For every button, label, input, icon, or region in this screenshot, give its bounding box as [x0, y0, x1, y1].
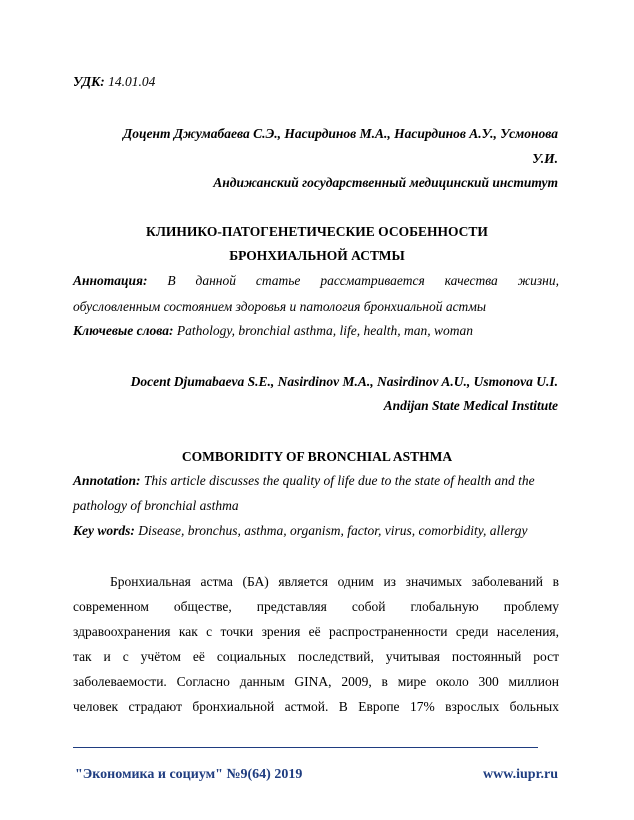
- footer-site-link[interactable]: www.iupr.ru: [483, 767, 558, 782]
- body-line-4: так и с учётом её социальных последствий, учитывая постоянный рост: [73, 649, 559, 664]
- ru-title-line1: КЛИНИКО-ПАТОГЕНЕТИЧЕСКИЕ ОСОБЕННОСТИ: [146, 224, 488, 239]
- body-line-5: заболеваемости. Согласно данным GINA, 2009, в мире около 300 миллион: [73, 674, 559, 689]
- en-keywords: Key words: Disease, bronchus, asthma, organism, factor, virus, comorbidity, allergy: [73, 523, 528, 538]
- footer-divider: [73, 747, 538, 748]
- udk-value: 14.01.04: [104, 74, 156, 89]
- en-annotation-line1: Annotation: This article discusses the quality of life due to the state of health and the: [73, 473, 535, 488]
- ru-keywords: Ключевые слова: Pathology, bronchial asthma, life, health, man, woman: [73, 323, 473, 338]
- ru-title-line2: БРОНХИАЛЬНОЙ АСТМЫ: [229, 248, 405, 263]
- body-line-1: Бронхиальная астма (БА) является одним из значимых заболеваний в: [110, 574, 559, 589]
- ru-keywords-label: Ключевые слова:: [73, 323, 174, 338]
- en-title: COMBORIDITY OF BRONCHIAL ASTHMA: [181, 449, 453, 464]
- ru-annotation-label: Аннотация:: [73, 273, 148, 288]
- en-annotation-line2: pathology of bronchial asthma: [73, 498, 239, 513]
- footer-journal: "Экономика и социум" №9(64) 2019: [75, 767, 303, 782]
- udk-label: УДК:: [73, 74, 105, 89]
- ru-annotation-line2: обусловленным состоянием здоровья и патология бронхиальной астмы: [73, 299, 487, 314]
- ru-annotation-line1: Аннотация: В данной статье рассматривается качества жизни,: [73, 273, 560, 288]
- body-line-2: современном обществе, представляя собой глобальную проблему: [73, 599, 559, 614]
- body-line-6: человек страдают бронхиальной астмой. В Европе 17% взрослых больных: [73, 699, 559, 714]
- en-keywords-label: Key words:: [73, 523, 135, 538]
- ru-authors-line2: У.И.: [532, 151, 558, 166]
- en-institute: Andijan State Medical Institute: [383, 398, 558, 413]
- ru-authors-line1: Доцент Джумабаева С.Э., Насирдинов М.А., Насирдинов А.У., Усмонова: [122, 126, 558, 141]
- en-authors: Docent Djumabaeva S.E., Nasirdinov M.A., Nasirdinov A.U., Usmonova U.I.: [130, 374, 558, 389]
- en-annotation-label: Annotation:: [73, 473, 141, 488]
- ru-institute: Андижанский государственный медицинский институт: [213, 175, 558, 190]
- body-line-3: здравоохранения как с точки зрения её распространенности среди населения,: [73, 624, 559, 639]
- udk: [73, 74, 155, 90]
